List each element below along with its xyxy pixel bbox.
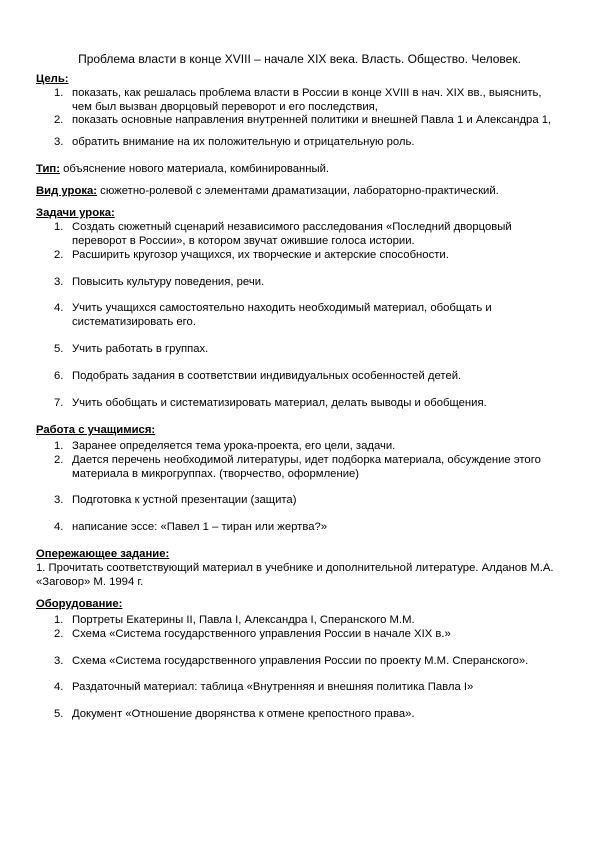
list-item — [36, 521, 555, 535]
list-item — [36, 397, 555, 411]
item-text: Схема «Система государственного управления России в начале XIX в.» — [72, 627, 451, 640]
lesson-type-label: Тип: — [36, 163, 61, 176]
equipment-heading: Оборудование: — [36, 597, 123, 610]
item-text: Учить учащихся самостоятельно находить необходимый материал, обобщать и систематизировать его. — [72, 302, 492, 329]
list-item — [36, 114, 555, 128]
list-item — [36, 136, 555, 150]
item-text: показать основные направления внутренней политики и внешней Павла 1 и Александра 1, — [72, 114, 552, 127]
item-number: 3. — [54, 654, 64, 667]
list-item — [36, 614, 555, 628]
list-item — [36, 87, 555, 115]
list-item — [36, 249, 555, 263]
list-item — [36, 494, 555, 508]
list-item — [36, 440, 555, 454]
lesson-kind — [36, 185, 555, 199]
equipment-list — [36, 614, 555, 722]
item-text: показать, как решалась проблема власти в России в конце XVIII в нач. XIX вв., выяснить, чем был вызван дворцовый переворот и его последствия, — [72, 86, 542, 113]
work-list — [36, 440, 555, 535]
list-item — [36, 343, 555, 357]
list-item — [36, 655, 555, 669]
item-text: обратить внимание на их положительную и отрицательную роль. — [72, 136, 415, 149]
item-number: 3. — [54, 136, 64, 149]
item-text: Документ «Отношение дворянства к отмене крепостного права». — [72, 708, 415, 721]
item-number: 7. — [54, 397, 64, 409]
list-item — [36, 221, 555, 249]
item-number: 4. — [54, 302, 64, 315]
lesson-type — [36, 163, 555, 177]
item-number: 5. — [54, 343, 64, 356]
list-item — [36, 302, 555, 330]
item-text: Заранее определяется тема урока-проекта, его цели, задачи. — [72, 439, 396, 452]
item-number: 2. — [54, 627, 64, 640]
list-item — [36, 681, 555, 695]
list-item — [36, 628, 555, 642]
item-number: 2. — [54, 248, 64, 261]
lesson-kind-label: Вид урока: — [36, 185, 98, 198]
lesson-kind-text: сюжетно-ролевой с элементами драматизации, лабораторно-практический. — [97, 185, 499, 198]
item-text: Подобрать задания в соответствии индивидуальных особенностей детей. — [72, 370, 462, 383]
item-text: Раздаточный материал: таблица «Внутренняя и внешняя политика Павла I» — [72, 681, 474, 694]
item-number: 1. — [54, 439, 64, 452]
item-number: 1. — [54, 613, 64, 626]
item-number: 2. — [54, 453, 64, 466]
tasks-heading: Задачи урока: — [36, 206, 115, 219]
advance-text: 1. Прочитать соответствующий материал в учебнике и дополнительной литературе. Алданов М.А. «Заговор» М. 1994 г. — [36, 562, 554, 589]
item-number: 4. — [54, 681, 64, 694]
item-text: Портреты Екатерины II, Павла I, Александра I, Сперанского М.М. — [72, 613, 415, 626]
advance-heading: Опережающее задание: — [36, 548, 170, 561]
item-number: 3. — [54, 275, 64, 288]
list-item — [36, 370, 555, 384]
item-number: 6. — [54, 370, 64, 383]
item-text: Повысить культуру поведения, речи. — [72, 275, 265, 288]
item-number: 3. — [54, 494, 64, 507]
item-number: 1. — [54, 220, 64, 233]
item-text: Схема «Система государственного управления России по проекту М.М. Сперанского». — [72, 654, 529, 667]
tasks-list — [36, 221, 555, 411]
item-text: Учить работать в группах. — [72, 343, 209, 356]
item-text: написание эссе: «Павел 1 – тиран или жертва?» — [72, 521, 328, 534]
document-title: Проблема власти в конце XVIII – начале XIX века. Власть. Общество. Человек. — [78, 52, 521, 66]
goal-heading: Цель: — [36, 72, 69, 85]
list-item — [36, 708, 555, 722]
work-heading: Работа с учащимися: — [36, 423, 156, 436]
item-number: 2. — [54, 114, 64, 127]
item-number: 4. — [54, 521, 64, 534]
list-item — [36, 276, 555, 290]
item-number: 1. — [54, 86, 64, 99]
goal-list — [36, 87, 555, 151]
item-text: Расширить кругозор учащихся, их творческие и актерские способности. — [72, 248, 449, 261]
item-text: Создать сюжетный сценарий независимого расследования «Последний дворцовый переворот в России», в котором звучат ожившие голоса истории. — [72, 220, 512, 247]
list-item — [36, 454, 555, 482]
item-text: Подготовка к устной презентации (защита) — [72, 494, 297, 507]
item-number: 5. — [54, 708, 64, 721]
lesson-type-text: объяснение нового материала, комбинированный. — [60, 163, 330, 176]
item-text: Учить обобщать и систематизировать материал, делать выводы и обобщения. — [72, 397, 487, 409]
item-text: Дается перечень необходимой литературы, идет подборка материала, обсуждение этого материала в микрогруппах. (творчество, оформление) — [72, 453, 541, 480]
